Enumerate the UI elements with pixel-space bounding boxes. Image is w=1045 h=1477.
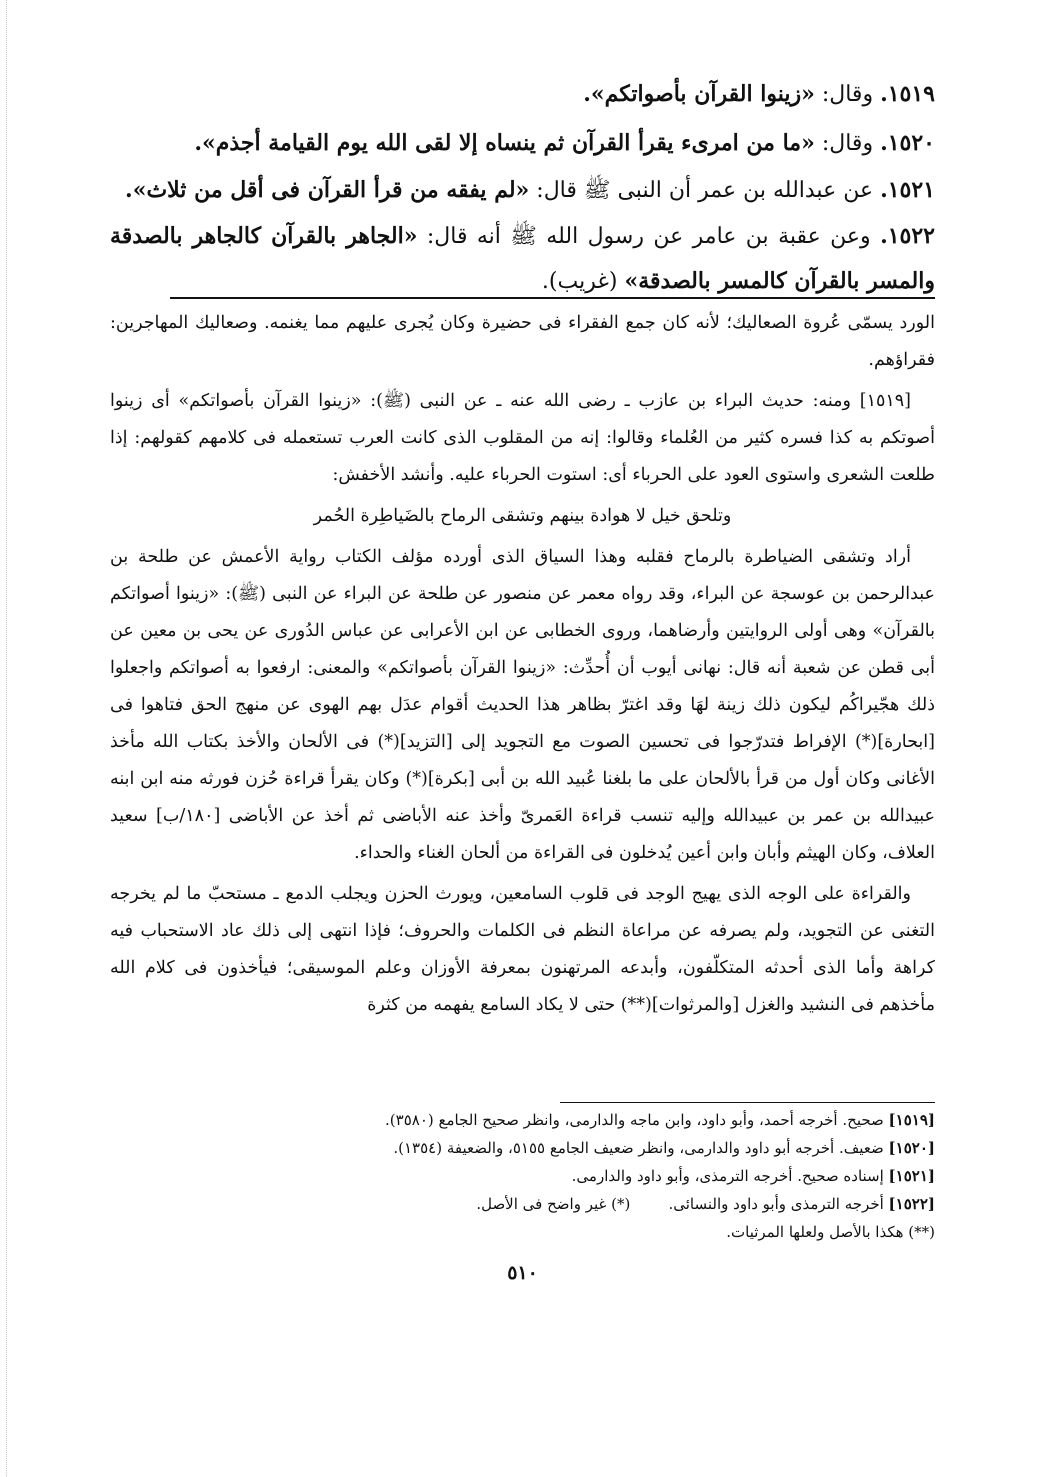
hadith-quote: «زينوا القرآن بأصواتكم». xyxy=(583,81,815,107)
commentary-paragraph-1519: [١٥١٩] ومنه: حديث البراء بن عازب ـ رضى الله عنه ـ عن النبى (ﷺ): «زينوا القرآن بأصواتكم» أى زينوا أصوتكم به كذا فسره كثير من العُلماء وقالوا: إنه من المقلوب الذى كانت العرب تستعمله فى كلامهم كقولهم: إذا طلعت الشعرى واستوى العود على الحرباء أى: استوت الحرباء عليه. وأنشد الأخفش: xyxy=(110,391,935,485)
hadith-quote: «لم يفقه من قرأ القرآن فى أقل من ثلاث». xyxy=(125,177,530,203)
footnote-1520 xyxy=(110,1134,935,1162)
footnote-number: [١٥٢٢] xyxy=(888,1195,935,1213)
footnote-1521 xyxy=(110,1162,935,1190)
footnote-text: (**) هكذا بالأصل ولعلها المرثيات. xyxy=(726,1223,935,1241)
hadith-number: ١٥٢١. xyxy=(880,177,935,203)
footnotes xyxy=(110,1106,935,1246)
footnote-number: [١٥١٩] xyxy=(888,1111,935,1129)
footnote-1519 xyxy=(110,1106,935,1134)
hadith-intro: وقال: xyxy=(814,131,881,156)
commentary-paragraph-3: أراد وتشقى الضياطرة بالرماح فقلبه وهذا السياق الذى أورده مؤلف الكتاب رواية الأعمش عن طلحة بن عبدالرحمن بن عوسجة عن البراء، وقد رواه معمر عن منصور عن طلحة عن البراء عن النبى (ﷺ): «زينوا أصواتكم بالقرآن» وهى أولى الروايتين وأرضاهما، وروى الخطابى عن ابن الأعرابى عن عباس الدُورى عن يحى بن معين عن أبى قطن عن شعبة أنه قال: نهانى أيوب أن أُحدِّث: «زينوا القرآن بأصواتكم» والمعنى: ارفعوا به أصواتكم واجعلوا ذلك هجّيراكُم ليكون ذلك زينة لهَا وقد اغترّ بظاهر هذا الحديث أقوام عدَل بهم الهوى عن منهج الحق فتاهوا فى [ابحارة](*) الإفراط فتدرّجوا فى تحسين الصوت مع التجويد إلى [التزيد](*) فى الألحان والأخذ بكتاب الله مأخذ الأغانى وكان أول من قرأ بالألحان على ما بلغنا عُبيد الله بن أبى [بكرة](*) وكان يقرأ قراءة حُزن فورثه منه ابن ابنه عبيدالله بن عمر بن عبيدالله وإليه تنسب قراءة العَمرىّ وأخذ عنه الأباضى ثم أخذ عن الأباضى [١٨٠/ب] سعيد العلاف، وكان الهيثم وأبان وابن أعين يُدخلون فى القراءة من ألحان الغناء والحداء. xyxy=(110,547,936,863)
hadith-intro: وعن عقبة بن عامر عن رسول الله ﷺ أنه قال: xyxy=(417,224,881,249)
hadith-intro: وقال: xyxy=(814,82,881,107)
page-number: ٥١٠ xyxy=(507,1262,538,1284)
footnote-note xyxy=(110,1218,935,1246)
hadith-1520 xyxy=(110,121,935,166)
commentary-paragraph-4: والقراءة على الوجه الذى يهيج الوجد فى قلوب السامعين، ويورث الحزن ويجلب الدمع ـ مستحبّ ما لم يخرجه التغنى عن التجويد، ولم يصرفه عن مراعاة النظم فى الكلمات والحروف؛ فإذا انتهى إلى ذلك عاد الاستحباب فيه كراهة وأما الذى أحدثه المتكلّفون، وأبدعه المرتهنون بمعرفة الأوزان وعلم الموسيقى؛ فيأخذون فى كلام الله مأخذهم فى النشيد والغزل [والمرثوات](**) حتى لا يكاد السامع يفهمه من كثرة xyxy=(110,884,935,1015)
footnote-text: صحيح. أخرجه أحمد، وأبو داود، وابن ماجه والدارمى، وانظر صحيح الجامع (٣٥٨٠). xyxy=(385,1111,889,1129)
hadith-intro: عن عبدالله بن عمر أن النبى ﷺ قال: xyxy=(529,178,881,203)
footnote-text: إسناده صحيح. أخرجه الترمذى، وأبو داود والدارمى. xyxy=(571,1167,889,1185)
hadith-grade: (غريب). xyxy=(541,269,625,294)
section-divider xyxy=(170,297,935,299)
footnote-text: أخرجه الترمذى وأبو داود والنسائى. (*) غير واضح فى الأصل. xyxy=(476,1195,889,1213)
hadith-1521 xyxy=(110,168,935,213)
hadith-quote: «الجاهر بالقرآن كالجاهر بالصدقة والمسر بالقرآن كالمسر بالصدقة» xyxy=(110,223,935,294)
poetry-verse: وتلحق خيل لا هوادة بينهم وتشقى الرماح بالضَياطِرة الحُمر xyxy=(313,506,732,526)
footnote-number: [١٥٢١] xyxy=(888,1167,935,1185)
commentary xyxy=(110,305,935,1024)
footnote-divider xyxy=(560,1102,935,1103)
hadith-1519 xyxy=(110,72,935,117)
footnote-number: [١٥٢٠] xyxy=(888,1139,935,1157)
footnote-1522 xyxy=(110,1190,935,1218)
hadith-number: ١٥٢٠. xyxy=(880,130,935,156)
hadith-quote: «ما من امرىء يقرأ القرآن ثم ينساه إلا لقى الله يوم القيامة أجذم». xyxy=(194,130,815,156)
commentary-paragraph-1: الورد يسمّى عُروة الصعاليك؛ لأنه كان جمع الفقراء فى حضيرة وكان يُجرى عليهم مما يغنمه. وصعاليك المهاجرين: فقراؤهم. xyxy=(110,313,935,370)
scan-edge xyxy=(6,0,7,1477)
hadith-number: ١٥١٩. xyxy=(880,81,935,107)
hadith-number: ١٥٢٢. xyxy=(880,223,935,249)
footnote-text: ضعيف. أخرجه أبو داود والدارمى، وانظر ضعيف الجامع ٥١٥٥، والضعيفة (١٣٥٤). xyxy=(393,1139,889,1157)
hadith-1522 xyxy=(110,214,935,304)
